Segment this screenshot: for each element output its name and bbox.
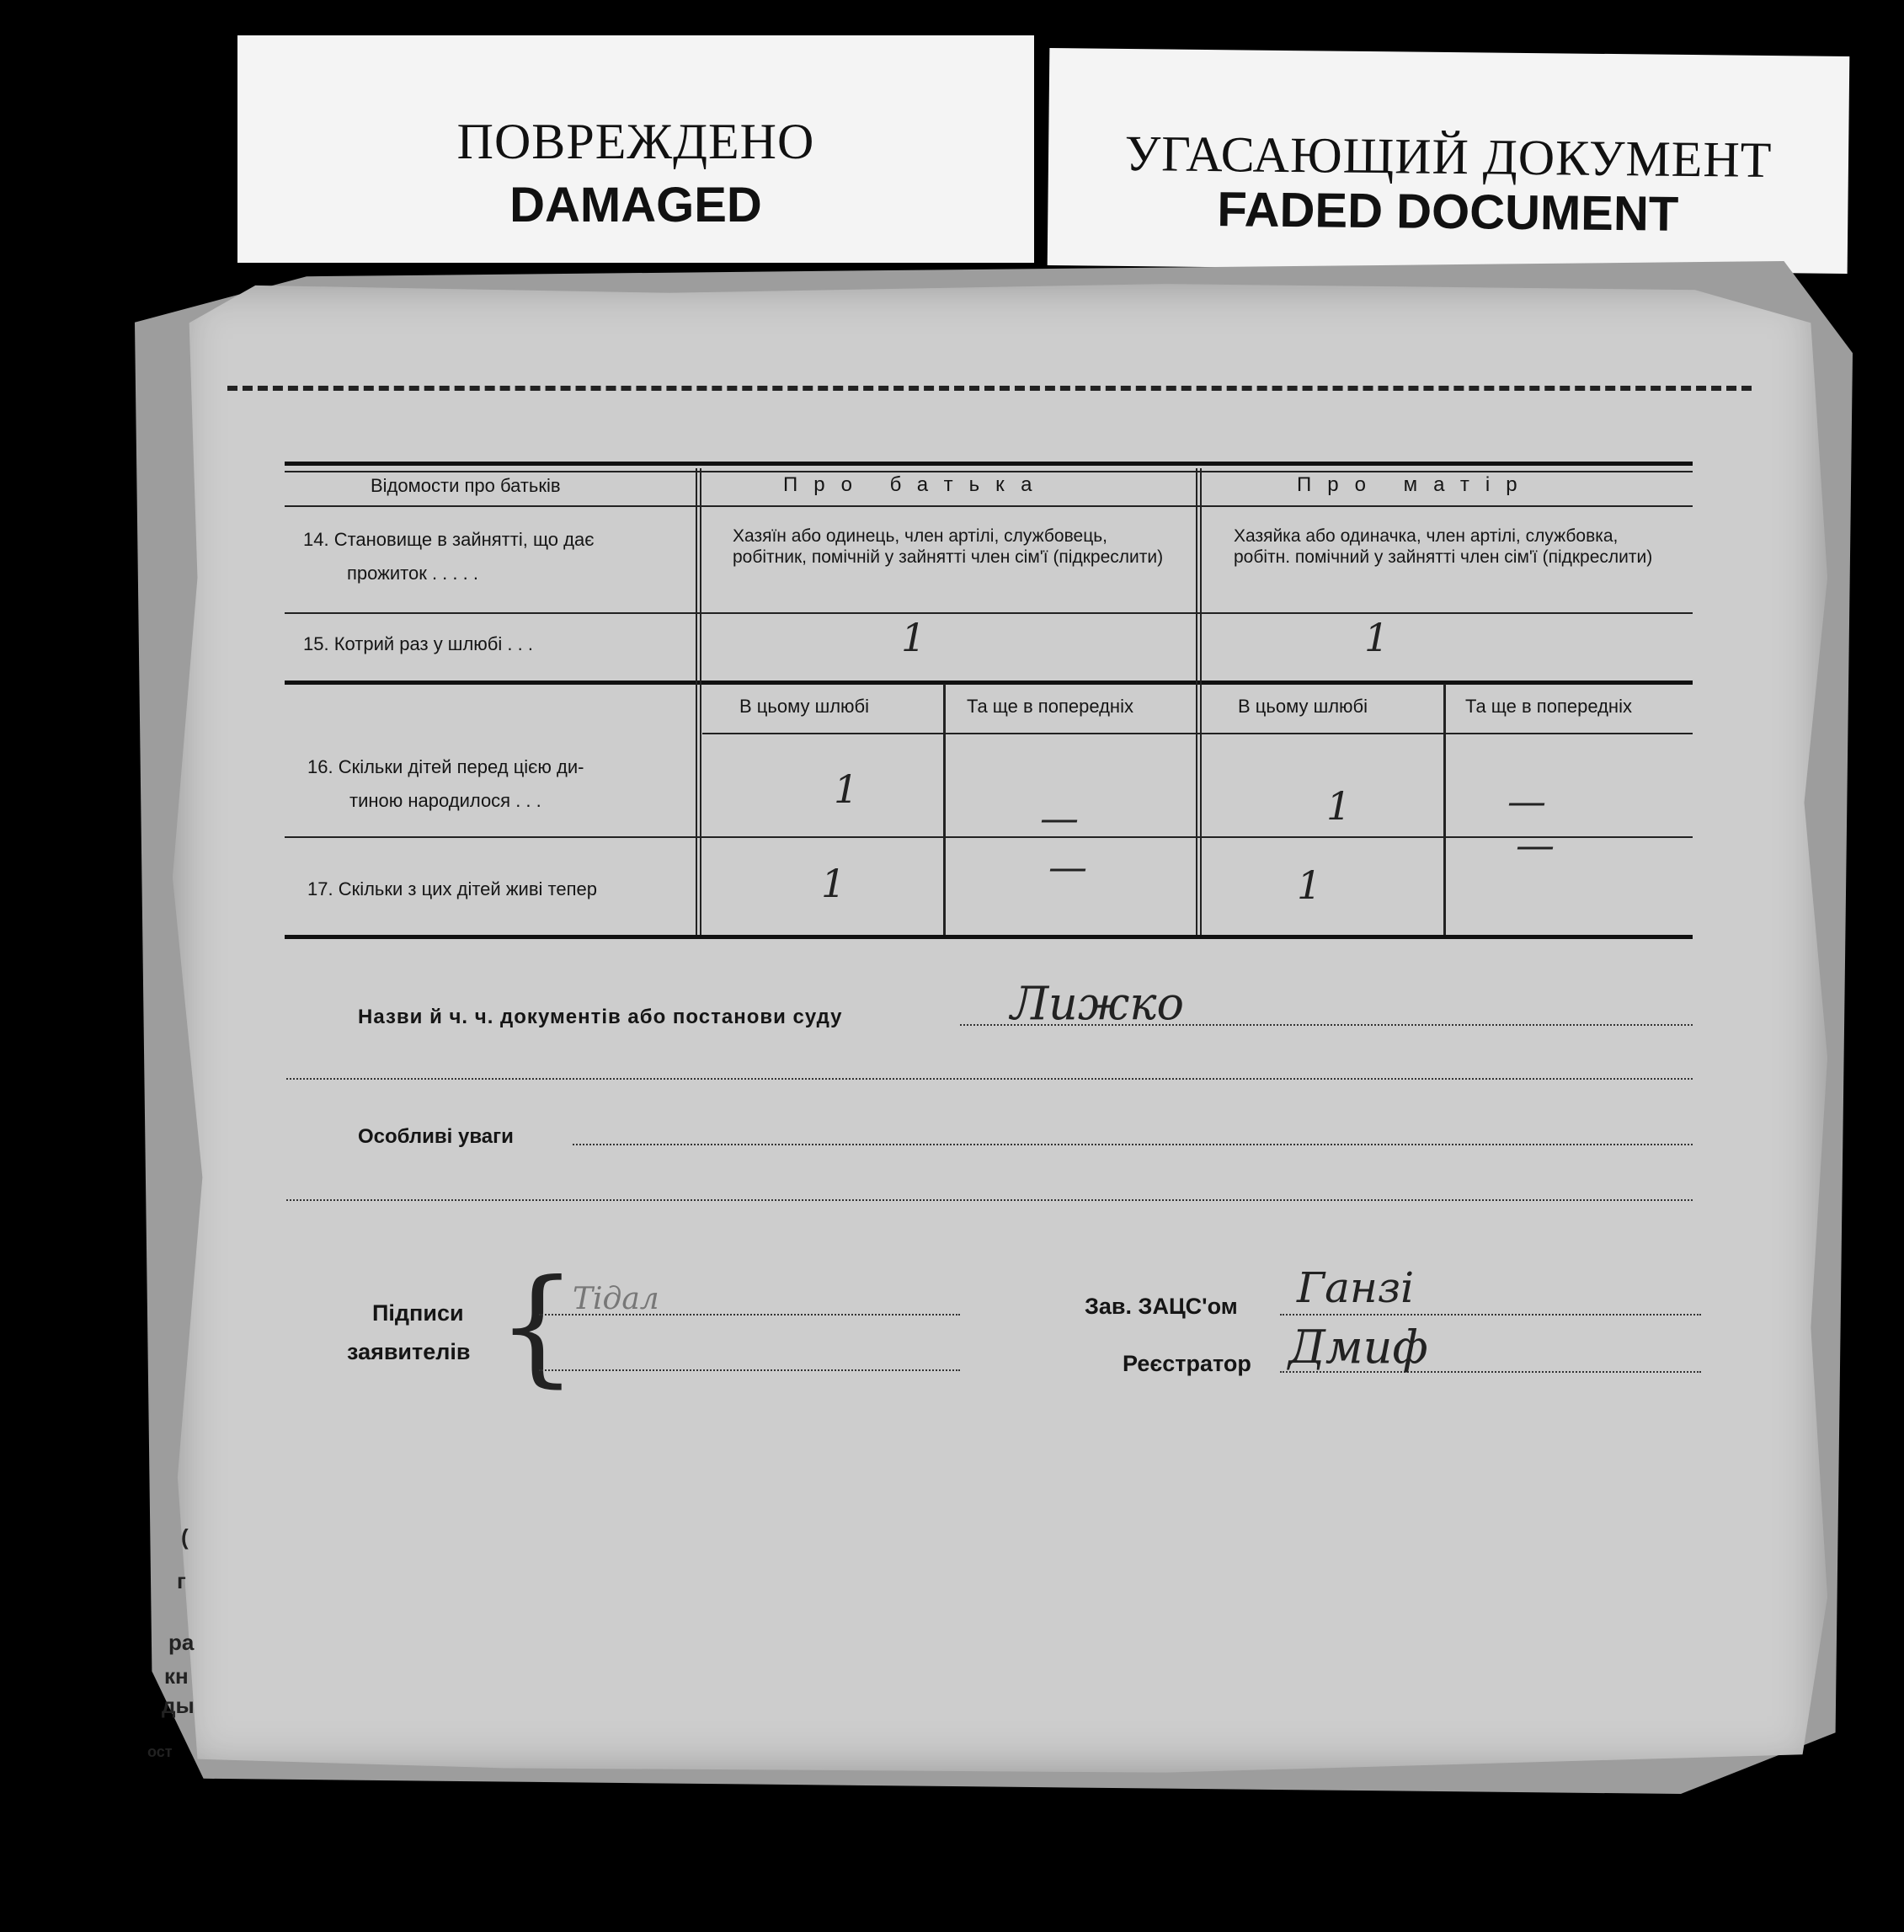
col-divider-mother-sub (1443, 684, 1446, 935)
table-bottom-rule (285, 935, 1693, 939)
row14-mother-options: Хазяйка або одиначка, член артілі, службовка, робітн. помічний у зайнятті член сім'ї (підкреслити) (1234, 526, 1653, 567)
row16-mother-previous: — (1507, 778, 1546, 824)
col-divider-parents (1196, 468, 1202, 935)
row17-label: 17. Скільки з цих дітей живі тепер (307, 878, 597, 899)
registrar-signature: Дмиф (1288, 1321, 1428, 1374)
stub-text-5: ды (162, 1693, 195, 1718)
row15-label: 15. Котрий раз у шлюбі . . . (303, 633, 533, 654)
header-father: Про батька (783, 473, 1048, 496)
damaged-label-en: DAMAGED (509, 178, 762, 232)
row17-mother-previous: — (1516, 822, 1555, 867)
notes-line-2 (286, 1199, 1693, 1201)
signatures-label-2: заявителів (347, 1339, 471, 1364)
table-top-rule (285, 462, 1693, 466)
row17-mother-this: 1 (1297, 862, 1322, 908)
row16-label-1: 16. Скільки дітей перед цією ди- (307, 756, 584, 777)
row15-bottom-rule (285, 680, 1693, 685)
faded-label-card (1048, 48, 1850, 274)
signatures-label-1: Підписи (372, 1300, 464, 1326)
head-sign-line (1280, 1314, 1701, 1316)
documents-value: Лижко (1011, 977, 1184, 1030)
row16-father-previous: — (1040, 795, 1079, 841)
col-divider-info (696, 468, 701, 935)
row14-father-options: Хазяїн або одинець, член артілі, службовець, робітник, помічній у зайнятті член сім'ї (підкреслити) (733, 526, 1164, 567)
row16-father-this: 1 (834, 766, 859, 812)
faded-label-en: FADED DOCUMENT (1217, 182, 1679, 242)
notes-line (573, 1144, 1693, 1145)
row15-father-value: 1 (901, 615, 926, 660)
row16-bottom-rule (285, 836, 1693, 838)
faded-label-ru: УГАСАЮЩИЙ ДОКУМЕНТ (1124, 125, 1773, 189)
documents-label: Назви й ч. ч. документів або постанови суду (358, 1006, 843, 1028)
header-bottom-rule (285, 505, 1693, 507)
row14-label-1: 14. Становище в зайнятті, що дає (303, 529, 595, 550)
stub-text-2: г (177, 1568, 186, 1593)
applicant-sign-line-2 (539, 1369, 960, 1371)
header-mother: Про матір (1297, 473, 1533, 496)
stub-text-6: ост (147, 1743, 173, 1760)
notes-label: Особливі уваги (358, 1125, 514, 1148)
damaged-label-ru: ПОВРЕЖДЕНО (456, 114, 815, 169)
header-info: Відомости про батьків (371, 475, 561, 496)
sub-previous-mother: Та ще в попередніх (1465, 696, 1632, 717)
sub-previous-father: Та ще в попередніх (967, 696, 1133, 717)
stub-text-4: кн (164, 1663, 189, 1689)
sub-this-marriage-mother: В цьому шлюбі (1238, 696, 1368, 717)
row16-mother-this: 1 (1326, 783, 1352, 829)
head-signature: Ганзі (1297, 1263, 1415, 1312)
sub-this-marriage-father: В цьому шлюбі (739, 696, 870, 717)
applicant-signature: Тідал (573, 1282, 659, 1316)
damaged-label-card (237, 35, 1034, 263)
row15-mother-value: 1 (1364, 615, 1389, 660)
signatures-brace: { (497, 1253, 578, 1400)
documents-line-2 (286, 1078, 1693, 1080)
row16-label-2: тиною народилося . . . (349, 790, 541, 811)
head-label: Зав. ЗАЦС'ом (1085, 1294, 1238, 1319)
col-divider-father-sub (943, 684, 946, 935)
row17-father-this: 1 (821, 861, 846, 906)
row14-bottom-rule (285, 612, 1693, 614)
table-top-rule-2 (285, 471, 1693, 472)
stub-text-3: ра (168, 1630, 195, 1655)
perforation-line (227, 386, 1752, 391)
stub-text-1: ( (181, 1524, 189, 1550)
registrar-label: Реєстратор (1123, 1351, 1251, 1376)
row17-father-previous: — (1048, 844, 1087, 889)
row14-label-2: прожиток . . . . . (347, 563, 478, 584)
